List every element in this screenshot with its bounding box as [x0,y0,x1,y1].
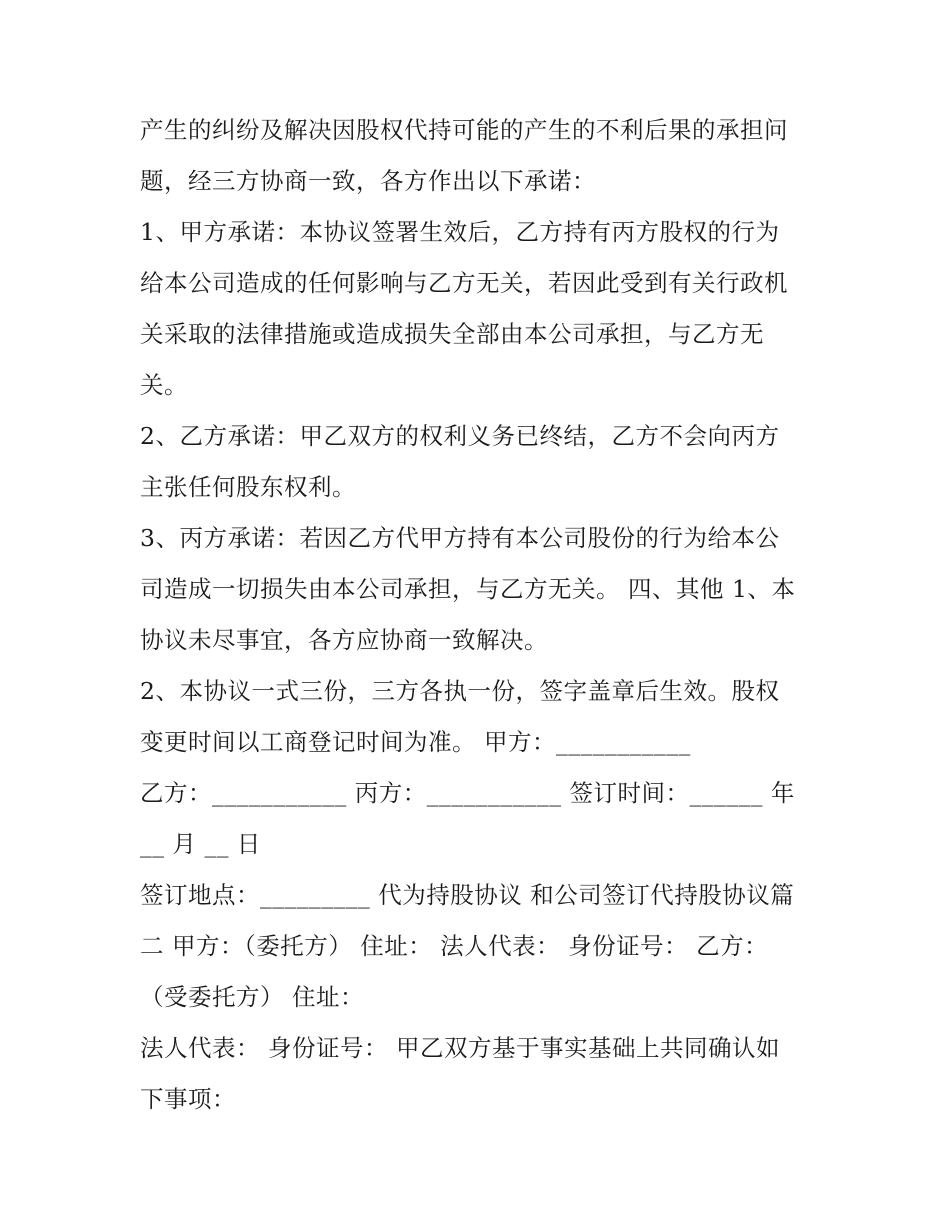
text-line: 变更时间以工商登记时间为准。 甲方：___________ [140,728,691,756]
text-line: 3、丙方承诺：若因乙方代甲方持有本公司股份的行为给本公 [140,524,780,552]
text-line: 下事项： [140,1085,236,1113]
text-line: 主张任何股东权利。 [140,473,356,501]
text-line: 1、甲方承诺：本协议签署生效后，乙方持有丙方股权的行为 [140,218,780,246]
text-line: 2、乙方承诺：甲乙双方的权利义务已终结，乙方不会向丙方 [140,422,780,450]
text-line: （受委托方） 住址： [140,983,364,1011]
text-line: 法人代表： 身份证号： 甲乙双方基于事实基础上共同确认如 [140,1034,780,1062]
text-line: 乙方：___________ 丙方：___________ 签订时间：______ 年 [140,779,795,807]
text-line: 司造成一切损失由本公司承担，与乙方无关。 四、其他 1、本 [140,575,796,603]
text-line: 协议未尽事宜，各方应协商一致解决。 [140,626,548,654]
text-line: 产生的纠纷及解决因股权代持可能的产生的不利后果的承担问 [140,116,788,144]
text-line: 关采取的法律措施或造成损失全部由本公司承担，与乙方无 [140,320,764,348]
text-line: __ 月 __ 日 [140,830,261,858]
text-line: 题，经三方协商一致，各方作出以下承诺： [140,167,596,195]
document-page [140,105,830,1125]
text-line: 2、本协议一式三份，三方各执一份，签字盖章后生效。股权 [140,677,780,705]
text-line: 关。 [140,371,188,399]
text-line: 二 甲方：（委托方） 住址： 法人代表： 身份证号： 乙方： [140,932,769,960]
text-line: 签订地点：_________ 代为持股协议 和公司签订代持股协议篇 [140,881,795,909]
text-line: 给本公司造成的任何影响与乙方无关，若因此受到有关行政机 [140,269,788,297]
